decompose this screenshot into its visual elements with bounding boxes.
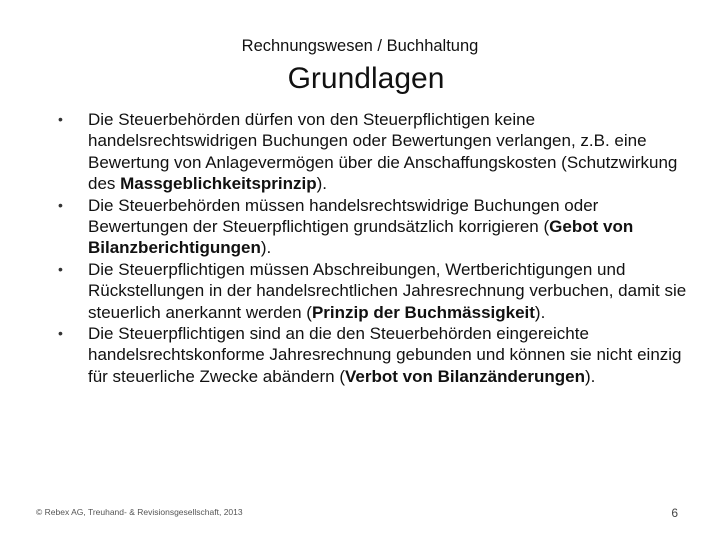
bullet-marker: • (58, 196, 63, 213)
bullet-item-2 (40, 195, 700, 259)
bullet-text: Die Steuerbehörden müssen handelsrechtswidrige Buchungen oder Bewertungen der Steuerpflichtigen grundsätzlich korrigieren ( (88, 195, 599, 237)
bullet-item-4 (40, 323, 700, 387)
bullet-text: Die Steuerpflichtigen sind an die den Steuerbehörden eingereichte handelsrechtskonforme Jahresrechnung gebunden und können sie nicht einzig für steuerliche Zwecke abändern ( (88, 324, 682, 386)
bullet-marker: • (58, 325, 63, 342)
bullet-item-1 (40, 109, 700, 195)
page-number: 6 (671, 506, 678, 520)
footer-copyright: © Rebex AG, Treuhand- & Revisionsgesellschaft, 2013 (36, 507, 243, 517)
bullet-marker: • (58, 260, 63, 277)
slide-kicker: Rechnungswesen / Buchhaltung (241, 37, 479, 55)
bullet-emphasis: Prinzip der Buchmässigkeit (311, 302, 535, 322)
bullet-emphasis: Verbot von Bilanzänderungen (345, 366, 585, 386)
bullet-list (40, 109, 700, 387)
bullet-item-3 (40, 259, 700, 323)
bullet-marker: • (58, 111, 63, 127)
bullet-text: Die Steuerpflichtigen müssen Abschreibungen, Wertberichtigungen und Rückstellungen in der handelsrechtlichen Jahresrechnung verbuchen, damit sie steuerlich anerkannt werden ( (88, 259, 687, 322)
bullet-emphasis: Gebot von Bilanzberichtigungen (88, 217, 634, 258)
slide-title: Grundlagen (287, 62, 445, 95)
bullet-text-end: ). (260, 238, 272, 258)
bullet-emphasis: Massgeblichkeitsprinzip (120, 174, 317, 194)
bullet-text-end: ). (534, 302, 546, 322)
bullet-text-end: ). (584, 366, 596, 386)
bullet-text: Die Steuerbehörden dürfen von den Steuerpflichtigen keine handelsrechtswidrigen Buchungen oder Bewertungen verlangen, z.B. eine Bewertung von Anlagevermögen über die Anschaffungskosten (Schutzwirkung des (88, 110, 678, 194)
bullet-text-end: ). (316, 174, 328, 194)
